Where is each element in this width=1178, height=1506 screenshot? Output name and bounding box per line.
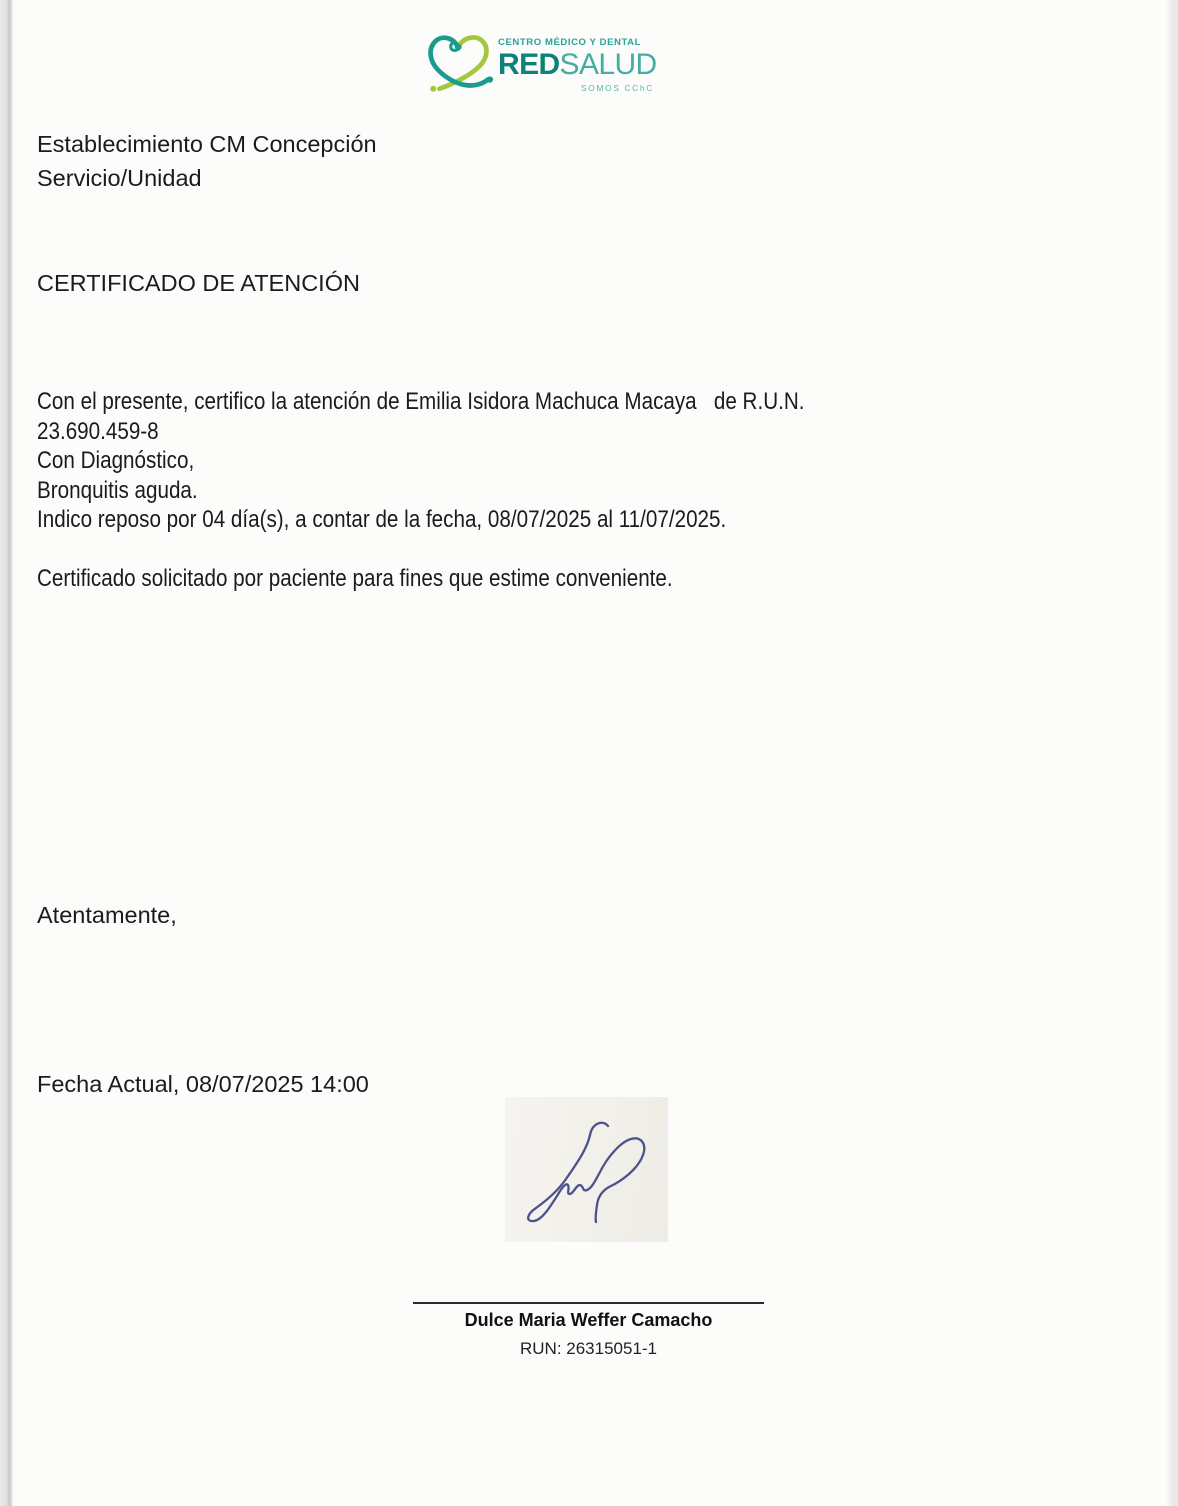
certificate-title: CERTIFICADO DE ATENCIÓN: [37, 270, 360, 296]
scan-edge-left: [0, 0, 13, 1506]
establishment-header: [37, 127, 377, 195]
signature-ink-icon: [505, 1097, 668, 1242]
body-line-run: 23.690.459-8: [37, 417, 159, 445]
signature-image: [505, 1097, 668, 1242]
logo-tagline-bottom: SOMOS CChC: [580, 83, 654, 93]
closing-line: Atentamente,: [37, 902, 177, 928]
redsalud-logo: [426, 27, 657, 93]
body-line-requested: Certificado solicitado por paciente para fines que estime conveniente.: [37, 565, 673, 592]
logo-brand: [498, 48, 657, 81]
certificate-body: [37, 387, 1178, 594]
scan-edge-right: [1167, 0, 1178, 1506]
redsalud-logo-text: [498, 27, 657, 93]
signer-run: RUN: 26315051-1: [519, 1339, 658, 1358]
establecimiento-line: Establecimiento CM Concepción: [37, 131, 377, 157]
servicio-line: Servicio/Unidad: [37, 165, 202, 191]
signature-rule: [413, 1302, 764, 1304]
logo-brand-salud: SALUD: [559, 48, 657, 81]
logo-brand-red: RED: [498, 48, 560, 81]
current-date-line: Fecha Actual, 08/07/2025 14:00: [37, 1071, 369, 1097]
redsalud-heart-icon: [426, 31, 494, 93]
logo-tagline-top: CENTRO MÉDICO Y DENTAL: [498, 37, 642, 48]
body-line-rest: Indico reposo por 04 día(s), a contar de la fecha, 08/07/2025 al 11/07/2025.: [37, 506, 727, 533]
body-line-diagnosis: Bronquitis aguda.: [37, 476, 198, 504]
body-blank-line: [37, 535, 1178, 565]
body-line-attention: Con el presente, certifico la atención de Emilia Isidora Machuca Macaya de R.U.N.: [37, 388, 805, 415]
signer-name: Dulce Maria Weffer Camacho: [464, 1310, 713, 1330]
body-line-diagnosis-label: Con Diagnóstico,: [37, 447, 195, 474]
